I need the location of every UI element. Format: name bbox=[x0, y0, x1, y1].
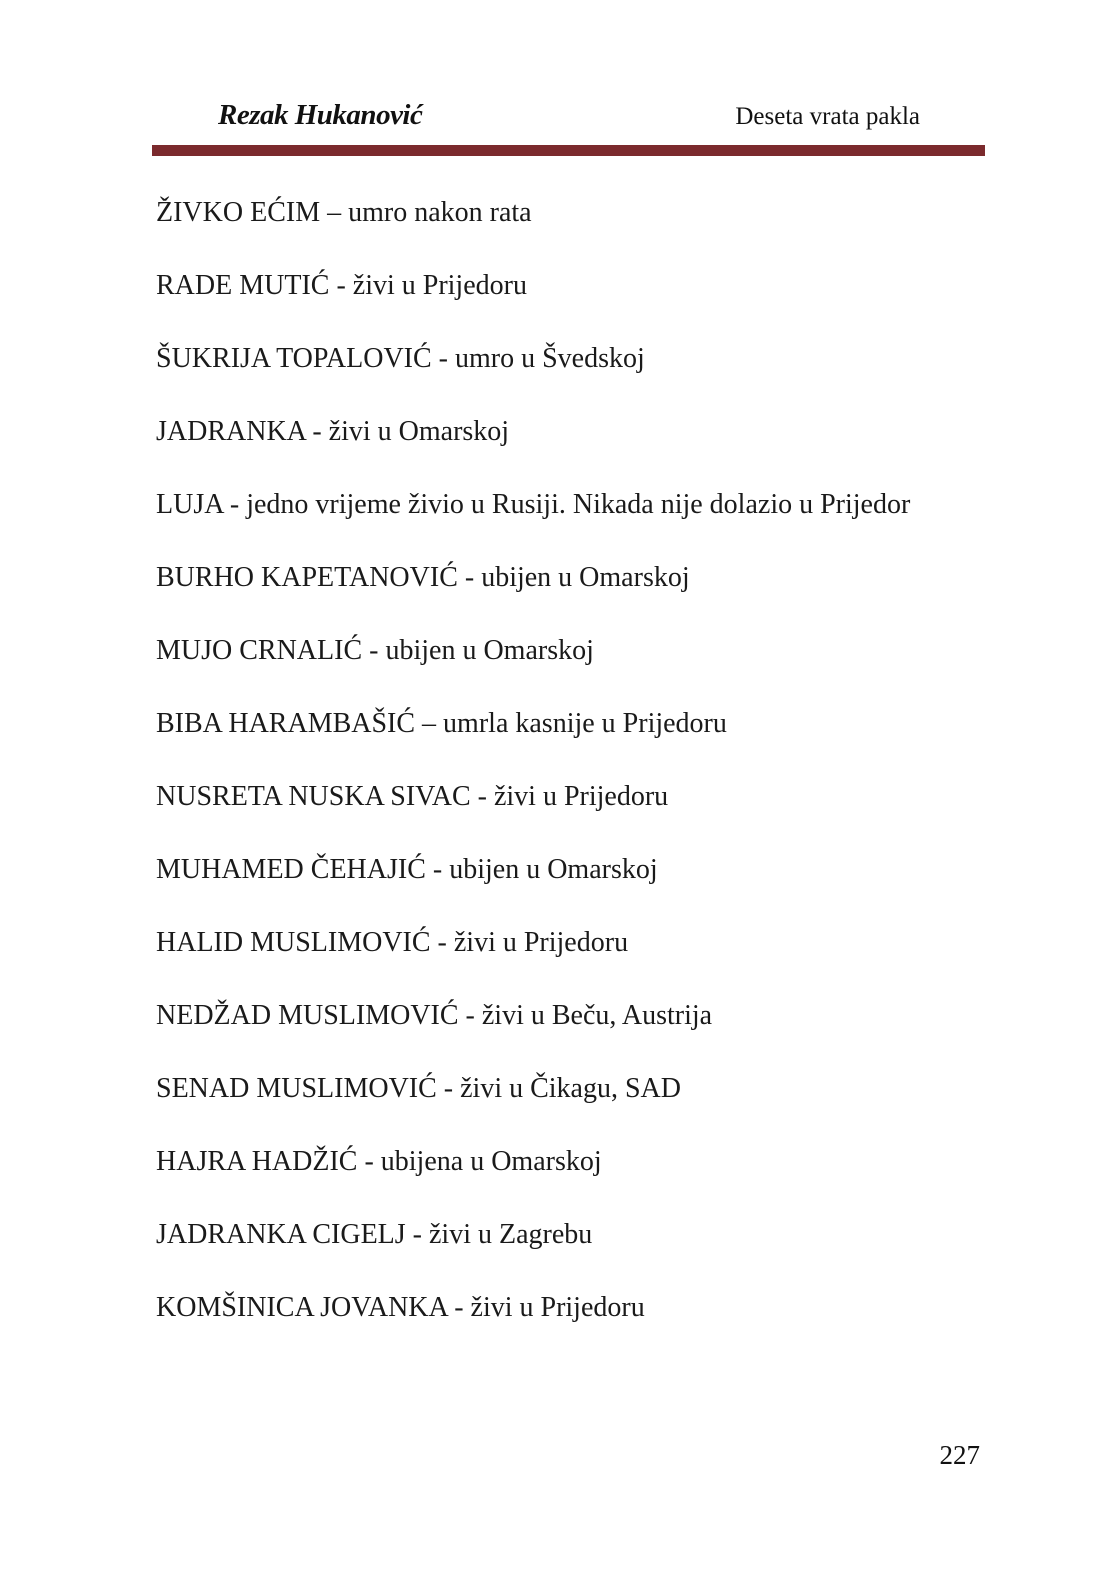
list-item: MUHAMED ČEHAJIĆ - ubijen u Omarskoj bbox=[156, 854, 658, 885]
page-number: 227 bbox=[939, 1440, 980, 1470]
list-item: BURHO KAPETANOVIĆ - ubijen u Omarskoj bbox=[156, 562, 690, 593]
list-item: RADE MUTIĆ - živi u Prijedoru bbox=[156, 270, 527, 301]
header-divider bbox=[152, 145, 985, 156]
list-item: LUJA - jedno vrijeme živio u Rusiji. Nikada nije dolazio u Prijedor bbox=[156, 489, 911, 520]
list-item: ŠUKRIJA TOPALOVIĆ - umro u Švedskoj bbox=[156, 343, 645, 374]
names-list bbox=[156, 194, 980, 1362]
header-author: Rezak Hukanović bbox=[218, 99, 423, 131]
list-item: JADRANKA - živi u Omarskoj bbox=[156, 416, 510, 447]
list-item: HALID MUSLIMOVIĆ - živi u Prijedoru bbox=[156, 927, 629, 958]
list-item: BIBA HARAMBAŠIĆ – umrla kasnije u Prijedoru bbox=[156, 708, 727, 739]
list-item: HAJRA HADŽIĆ - ubijena u Omarskoj bbox=[156, 1146, 602, 1177]
list-item: SENAD MUSLIMOVIĆ - živi u Čikagu, SAD bbox=[156, 1073, 681, 1104]
list-item: JADRANKA CIGELJ - živi u Zagrebu bbox=[156, 1219, 593, 1250]
list-item: NEDŽAD MUSLIMOVIĆ - živi u Beču, Austrija bbox=[156, 1000, 713, 1031]
list-item: NUSRETA NUSKA SIVAC - živi u Prijedoru bbox=[156, 781, 669, 812]
list-item: MUJO CRNALIĆ - ubijen u Omarskoj bbox=[156, 635, 594, 666]
list-item: ŽIVKO EĆIM – umro nakon rata bbox=[156, 197, 532, 228]
header-book-title: Deseta vrata pakla bbox=[735, 103, 920, 130]
list-item: KOMŠINICA JOVANKA - živi u Prijedoru bbox=[156, 1292, 645, 1323]
